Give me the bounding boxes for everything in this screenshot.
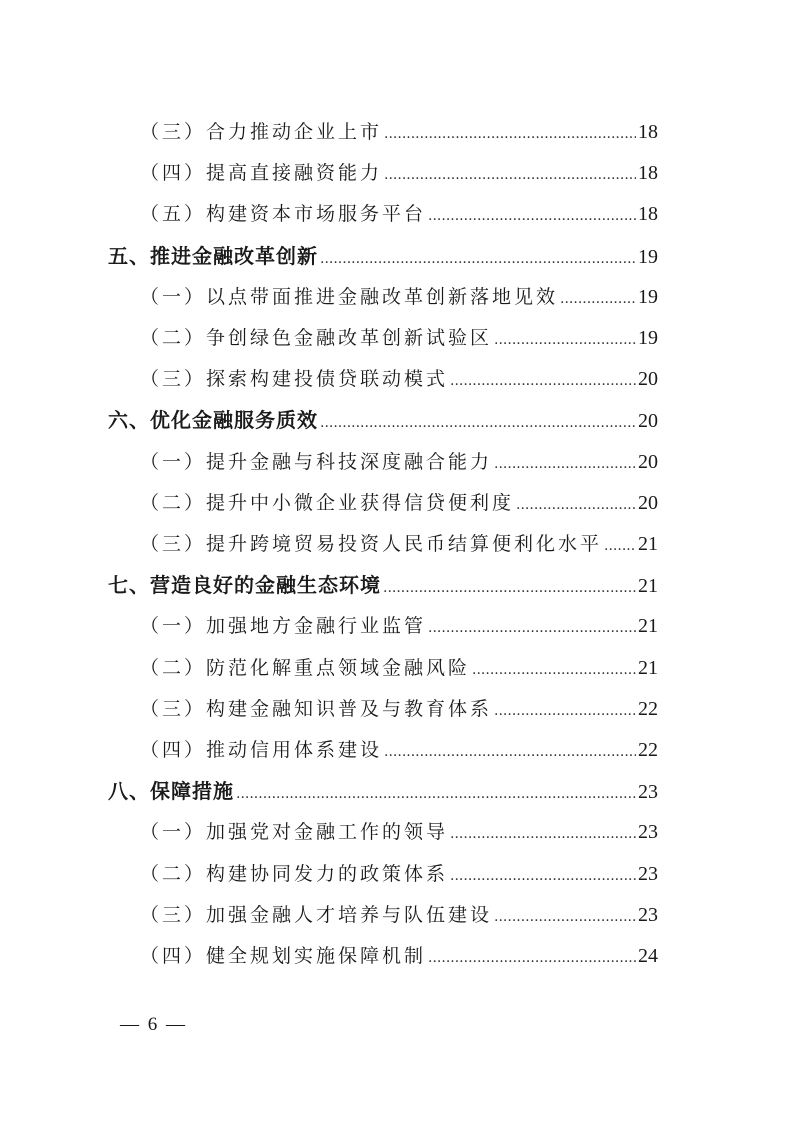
toc-entry-page-number: 23 — [638, 862, 658, 885]
toc-entry-page-number: 21 — [638, 656, 658, 679]
toc-dot-leader — [428, 609, 636, 647]
toc-entry-label: （一）加强地方金融行业监管 — [140, 615, 427, 638]
page-number: — 6 — — [120, 1014, 187, 1035]
toc-entry-label: （一）以点带面推进金融改革创新落地见效 — [140, 285, 559, 308]
toc-dot-leader — [516, 486, 636, 524]
toc-entry-page-number: 20 — [638, 368, 658, 391]
toc-entry-page-number: 19 — [638, 245, 658, 268]
toc-subsection-entry — [140, 278, 658, 316]
toc-dot-leader — [450, 857, 636, 895]
toc-subsection-entry — [140, 319, 658, 357]
toc-entry-label: 五、推进金融改革创新 — [108, 243, 318, 268]
toc-dot-leader — [604, 527, 636, 565]
toc-entry-label: （三）提升跨境贸易投资人民币结算便利化水平 — [140, 533, 603, 555]
toc-section-heading — [108, 401, 658, 439]
toc-dot-leader — [384, 156, 636, 194]
toc-entry-label: （二）争创绿色金融改革创新试验区 — [140, 327, 493, 349]
toc-entry-page-number: 21 — [638, 615, 658, 638]
toc-entry-page-number: 18 — [638, 162, 658, 185]
toc-dot-leader — [560, 280, 636, 318]
toc-subsection-entry — [140, 731, 658, 769]
toc-entry-label: （一）提升金融与科技深度融合能力 — [140, 450, 493, 473]
toc-entry-label: （四）提高直接融资能力 — [140, 162, 383, 185]
toc-entry-label: （三）合力推动企业上市 — [140, 121, 383, 143]
toc-entry-page-number: 19 — [638, 327, 658, 349]
toc-entry-page-number: 20 — [638, 410, 658, 433]
toc-entry-page-number: 22 — [638, 697, 658, 720]
toc-entry-label: 六、优化金融服务质效 — [108, 408, 318, 433]
toc-entry-page-number: 21 — [638, 533, 658, 555]
toc-entry-label: （四）健全规划实施保障机制 — [140, 945, 427, 967]
toc-entry-page-number: 22 — [638, 739, 658, 761]
toc-entry-page-number: 19 — [638, 285, 658, 308]
toc-dot-leader — [494, 321, 636, 359]
toc-dot-leader — [494, 898, 636, 936]
toc-entry-label: （三）探索构建投债贷联动模式 — [140, 368, 449, 391]
toc-entry-page-number: 18 — [638, 203, 658, 226]
toc-subsection-entry — [140, 484, 658, 522]
toc-dot-leader — [384, 115, 636, 153]
toc-entry-label: 八、保障措施 — [108, 779, 234, 804]
toc-entry-label: （五）构建资本市场服务平台 — [140, 203, 427, 226]
toc-dot-leader — [320, 404, 636, 442]
toc-entry-page-number: 20 — [638, 450, 658, 473]
toc-section-heading — [108, 772, 658, 810]
toc-entry-label: （二）构建协同发力的政策体系 — [140, 862, 449, 885]
toc-entry-label: （四）推动信用体系建设 — [140, 739, 383, 761]
toc-entry-label: （三）加强金融人才培养与队伍建设 — [140, 903, 493, 926]
toc-dot-leader — [384, 733, 636, 771]
toc-entry-label: （二）防范化解重点领域金融风险 — [140, 656, 471, 679]
toc-subsection-entry — [140, 690, 658, 728]
toc-entry-page-number: 23 — [638, 903, 658, 926]
toc-subsection-entry — [140, 813, 658, 851]
toc-dot-leader — [383, 569, 636, 607]
toc-subsection-entry — [140, 113, 658, 151]
toc-entry-label: （一）加强党对金融工作的领导 — [140, 821, 449, 844]
toc-dot-leader — [450, 815, 636, 853]
toc-section-heading — [108, 237, 658, 275]
toc-entry-label: （三）构建金融知识普及与教育体系 — [140, 697, 493, 720]
toc-dot-leader — [320, 240, 636, 278]
toc-subsection-entry — [140, 195, 658, 233]
toc-dot-leader — [494, 692, 636, 730]
toc-entry-page-number: 21 — [638, 575, 658, 598]
toc-subsection-entry — [140, 154, 658, 192]
toc-section-heading — [108, 566, 658, 604]
toc-dot-leader — [428, 197, 636, 235]
toc-subsection-entry — [140, 607, 658, 645]
toc-dot-leader — [236, 775, 636, 813]
toc-entry-page-number: 23 — [638, 821, 658, 844]
toc-dot-leader — [494, 445, 636, 483]
toc-subsection-entry — [140, 855, 658, 893]
toc-entry-page-number: 23 — [638, 781, 658, 804]
toc-subsection-entry — [140, 896, 658, 934]
toc-subsection-entry — [140, 525, 658, 563]
toc-dot-leader — [450, 362, 636, 400]
toc-entry-page-number: 18 — [638, 121, 658, 143]
toc-dot-leader — [472, 651, 636, 689]
toc-dot-leader — [428, 939, 636, 977]
toc-entry-label: 七、营造良好的金融生态环境 — [108, 573, 381, 598]
toc-subsection-entry — [140, 443, 658, 481]
toc-subsection-entry — [140, 649, 658, 687]
toc-entry-page-number: 24 — [638, 945, 658, 967]
toc-subsection-entry — [140, 937, 658, 975]
toc-entry-label: （二）提升中小微企业获得信贷便利度 — [140, 491, 515, 514]
toc-entry-page-number: 20 — [638, 491, 658, 514]
toc-subsection-entry — [140, 360, 658, 398]
